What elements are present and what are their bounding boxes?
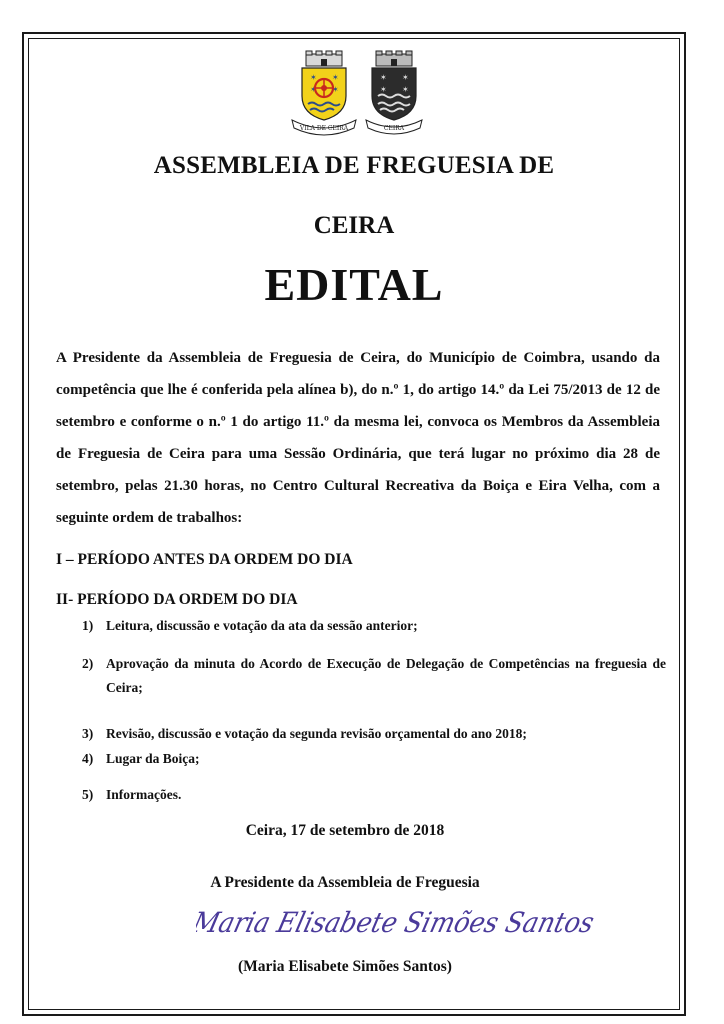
signatory-role: A Presidente da Assembleia de Freguesia — [210, 874, 480, 891]
svg-text:✶: ✶ — [310, 73, 317, 82]
document-title-line-2: CEIRA — [313, 212, 395, 239]
svg-text:✶: ✶ — [380, 73, 387, 82]
agenda-item — [82, 747, 666, 771]
agenda-item — [82, 652, 666, 700]
agenda-item-text: Aprovação da minuta do Acordo de Execução de Delegação de Competências na freguesia de Ceira; — [106, 656, 666, 695]
agenda-item-number: 2) — [82, 656, 94, 671]
agenda-item-text: Leitura, discussão e votação da ata da sessão anterior; — [106, 618, 418, 633]
svg-text:✶: ✶ — [402, 73, 409, 82]
agenda-section-1: I – PERÍODO ANTES DA ORDEM DO DIA — [56, 551, 353, 568]
coat-of-arms-vila-de-ceira — [288, 50, 360, 136]
svg-text:✶: ✶ — [332, 73, 339, 82]
svg-text:CEIRA: CEIRA — [383, 125, 405, 132]
handwritten-signature — [196, 896, 616, 946]
agenda-item — [82, 722, 666, 746]
svg-text:VILA DE CEIRA: VILA DE CEIRA — [299, 125, 349, 132]
agenda-item-number: 3) — [82, 726, 94, 741]
agenda-item — [82, 614, 666, 638]
svg-text:Maria Elisabete Simões Santos: Maria Elisabete Simões Santos — [196, 906, 616, 939]
agenda-item — [82, 783, 666, 807]
agenda-item-number: 5) — [82, 787, 94, 802]
agenda-item-number: 1) — [82, 618, 94, 633]
coat-of-arms-ceira — [358, 50, 430, 136]
svg-text:✶: ✶ — [380, 85, 387, 94]
agenda-item-text: Revisão, discussão e votação da segunda revisão orçamental do ano 2018; — [106, 726, 527, 741]
document-title-line-1: ASSEMBLEIA DE FREGUESIA DE — [153, 152, 555, 179]
document-heading-edital: EDITAL — [264, 259, 444, 310]
document-date: Ceira, 17 de setembro de 2018 — [245, 822, 445, 839]
signatory-name: (Maria Elisabete Simões Santos) — [238, 958, 452, 975]
agenda-item-text: Lugar da Boiça; — [106, 751, 200, 766]
svg-text:✶: ✶ — [332, 85, 339, 94]
convocation-paragraph: A Presidente da Assembleia de Freguesia de Ceira, do Município de Coimbra, usando da competência que lhe é conferida pela alínea b), do n.º 1, do artigo 14.º da Lei 75/2013 de 12 de setembro e conforme o n.º 1 do artigo 11.º da mesma lei, convoca os Membros da Assembleia de Freguesia de Ceira para uma Sessão Ordinária, que terá lugar no próximo dia 28 de setembro, pelas 21.30 horas, no Centro Cultural Recreativa da Boiça e Eira Velha, com a seguinte ordem de trabalhos: — [56, 350, 660, 526]
svg-text:✶: ✶ — [310, 85, 317, 94]
agenda-item-number: 4) — [82, 751, 94, 766]
agenda-item-text: Informações. — [106, 787, 182, 802]
svg-text:✶: ✶ — [402, 85, 409, 94]
agenda-section-2: II- PERÍODO DA ORDEM DO DIA — [56, 591, 298, 608]
